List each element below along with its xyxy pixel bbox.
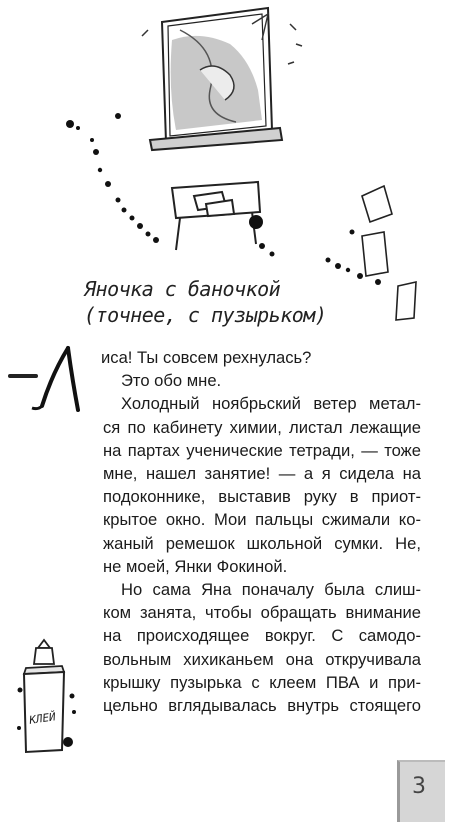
glue-bottle-illustration <box>16 638 80 758</box>
page-number-tab <box>397 760 445 822</box>
text-line: на партах ученические тетради, — тоже <box>103 440 421 460</box>
page-number: 3 <box>412 774 426 799</box>
text-line: вольным хихиканьем она откручивала <box>103 649 421 669</box>
text-line: жаный ремешок школьной сумки. Не, <box>103 533 421 553</box>
chapter-title-line-1: Яночка с баночкой <box>84 277 281 301</box>
text-line: не моей, Янки Фокиной. <box>103 556 288 576</box>
text-line: крышку пузырька с клеем ПВА и при- <box>103 672 421 692</box>
text-line: ком занята, чтобы обращать внимание <box>103 603 421 623</box>
text-line: Но сама Яна поначалу была слиш- <box>121 580 421 600</box>
text-line: мне, нашел занятие! — а я сидела на <box>103 464 421 484</box>
text-line: иса! Ты совсем рехнулась? <box>101 348 312 367</box>
text-line: подоконнике, выставив руку в приот- <box>103 487 421 507</box>
chapter-title-line-2: (точнее, с пузырьком) <box>84 303 327 327</box>
drop-cap-letter <box>8 344 86 420</box>
text-line: ся по кабинету химии, листал лежащие <box>103 417 421 437</box>
body-text <box>103 346 421 717</box>
text-line: Это обо мне. <box>121 371 222 391</box>
text-line: Холодный ноябрьский ветер метал- <box>121 394 421 414</box>
glue-label: КЛЕЙ <box>28 710 57 727</box>
text-line: цельно вглядывалась внутрь стоящего <box>103 696 421 716</box>
chapter-title <box>84 276 384 328</box>
text-line: крытое окно. Мои пальцы сжимали ко- <box>103 510 421 530</box>
text-line: на происходящее вокруг. С самодо- <box>103 626 421 646</box>
